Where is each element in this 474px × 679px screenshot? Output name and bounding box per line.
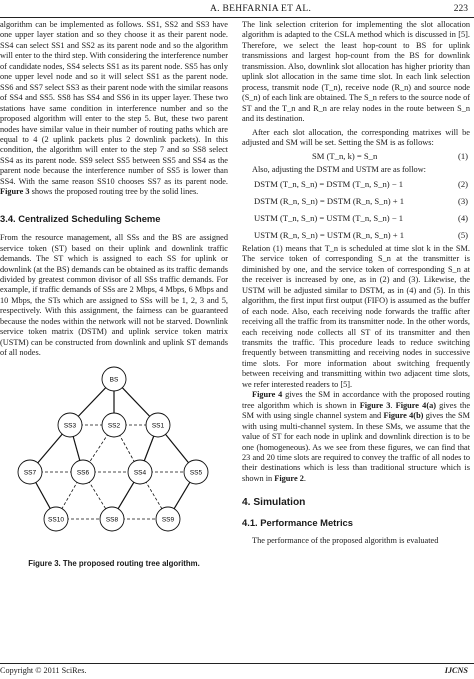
node-ss8: [100, 507, 124, 531]
figure-3-caption: Figure 3. The proposed routing tree algorithm.: [28, 558, 200, 568]
right-paragraph-5: Figure 4 gives the SM in accordance with the proposed routing tree algorithm which is shown in Figure 3. Figure 4(a) gives the SM with using single channel system and Figure 4(b) gives the SM with using multi-channel system. In these SMs, we assume that the value of ST for each node in uplink and downlink direction is to be one (homogeneous). As we see from these figures, we can find that 23 and 20 time slots are required to convey the traffic of all nodes to their destinations which is less than traditional structure which is shown in Figure 2.: [242, 390, 471, 483]
figure-3-routing-tree: [0, 365, 228, 555]
figure3-reference: Figure 3: [0, 187, 30, 197]
routing-tree-diagram: [0, 365, 228, 555]
equation-4: USTM (T_n, S_n) = USTM (T_n, S_n) − 1 (4): [254, 212, 468, 223]
node-label: SS9: [161, 516, 175, 524]
node-label: SS6: [76, 469, 90, 477]
right-paragraph-4: Relation (1) means that T_n is scheduled at time slot k in the SM. The service token of corresponding S_n at the transmitter is diminished by one, and the service token of corresponding S_n at the receiver is increased by one, as in (2) and (3). Likewise, the USTM will be adjusted similar to DSTM, as in (4) and (5). In this algorithm, the first input first output (FIFO) is assumed as the buffer of each node. Also, each receiving node forwards the traffic after receiving all the traffic from its transmitter node. In the other words, each receiving node collects all ST of its transmitter and then transmits the traffic. This procedure leads to reduce switching frequently between transmitting and receiving nodes in successive time slots. For more information about switching frequently between receiving and transmitting within two adjacent time slots, we refer interested readers to [5].: [242, 243, 470, 389]
node-ss6: [71, 460, 95, 484]
node-label: SS2: [107, 422, 121, 430]
node-ss3: [58, 413, 82, 437]
footer-journal: IJCNS: [444, 666, 468, 675]
node-ss10: [44, 507, 68, 531]
page-number: 223: [453, 4, 468, 14]
right-paragraph-2: After each slot allocation, the corresponding matrixes will be adjusted and SM will be set. Setting the SM is as follows:: [242, 127, 470, 147]
node-label: SS10: [48, 516, 64, 524]
left-paragraph-1: algorithm can be implemented as follows. SS1, SS2 and SS3 have one upper layer station and so they choose it as their parent node. SS4 can select SS1 and SS2 as its parent node and so the algorithm will enter to the third step. With considering the interference number of candidate nodes, SS4 selects SS1 as its parent node. SS5 has only one upper level node and so it will select SS1 as the parent node. SS6 and SS7 select SS3 as their parent node with the similar reasons of SS4 and SS5. SS8 has SS4 and SS6 in its upper layer. These two stations have same condition in interference number and so the proposed algorithm will enter to the step 5. But, these two parent nodes have similar value in their number of routing paths which are equal to 4 (2 uplink packets plus 2 downlink packets). In this condition, the algorithm will enter to the step 7 and so SS8 select SS4 as its parent node. SS9 select SS5 between SS5 and SS4 as the parent node because the interference number of SS5 is lower than SS4. With the same reason SS10 chooses SS7 as its parent node. Figure 3 shows the proposed routing tree by the solid lines.: [0, 20, 228, 197]
left-paragraph-2: From the resource management, all SSs and the BS are assigned service token (ST) based on their uplink and downlink traffic demands. The ST which is assigned to each SS for uplink or downlink (at the BS) demands can be obtained as its traffic demands divided by greatest common divisor of all SSs traffic demands. For example, if traffic demands of SSs are 2 Mbps, 4 Mbps, 6 Mbps and 10 Mbps, the STs which are assigned to SSs will be 1, 2, 3 and 5, respectively. With this assignment, the fairness can be guaranteed because the nodes within the network will not be starved. Downlink service token matrix (DSTM) and uplink service token matrix (USTM) can be constructed from downlink and uplink ST demands of all nodes.: [0, 233, 228, 358]
running-header: [0, 4, 474, 16]
equation-1: SM (T_n, k) = S_n (1): [312, 151, 468, 162]
node-label: SS8: [105, 516, 119, 524]
node-ss9: [156, 507, 180, 531]
right-paragraph-1: The link selection criterion for implementing the slot allocation algorithm is adapted to the CSLA method which is discussed in [5]. Therefore, we select the least hop-count to BS for uplink transmissions and largest hop-count from the BS for downlink transmission. Also, downlink slot allocation has higher priority than uplink slot allocation in the same time slot. In each link selection process, transmit node (T_n), receive node (R_n) and source node (S_n) of each link are obtained. The S_n refers to the source node of ST and the T_n and R_n are relay nodes in the route between S_n and its destination.: [242, 20, 470, 124]
header-authors: A. BEHFARNIA ET AL.: [210, 4, 312, 14]
section-heading-4-1: 4.1. Performance Metrics: [242, 516, 353, 528]
node-label: SS1: [151, 422, 165, 430]
footer-rule: [0, 663, 474, 664]
left-column: [0, 20, 228, 569]
right-paragraph-3: Also, adjusting the DSTM and USTM are as follow:: [252, 165, 426, 175]
node-label: SS4: [133, 469, 147, 477]
node-ss5: [184, 460, 208, 484]
footer-copyright: Copyright © 2011 SciRes.: [0, 666, 87, 675]
right-column: [242, 20, 470, 547]
equation-2: DSTM (T_n, S_n) = DSTM (T_n, S_n) − 1 (2): [254, 178, 468, 189]
right-paragraph-6: The performance of the proposed algorithm is evaluated: [252, 536, 439, 546]
node-label: SS3: [63, 422, 77, 430]
section-heading-3-4: 3.4. Centralized Scheduling Scheme: [0, 212, 161, 224]
page-footer: [0, 666, 474, 678]
node-ss7: [18, 460, 42, 484]
node-ss2: [102, 413, 126, 437]
node-ss4: [128, 460, 152, 484]
node-ss1: [146, 413, 170, 437]
header-rule: [0, 17, 474, 18]
node-bs: [102, 367, 126, 391]
node-label: BS: [109, 376, 119, 384]
equation-3: DSTM (R_n, S_n) = DSTM (R_n, S_n) + 1 (3): [254, 195, 468, 206]
node-label: SS7: [23, 469, 37, 477]
node-label: SS5: [189, 469, 203, 477]
equation-5: USTM (R_n, S_n) = USTM (R_n, S_n) + 1 (5): [254, 229, 468, 240]
section-heading-4: 4. Simulation: [242, 497, 306, 509]
